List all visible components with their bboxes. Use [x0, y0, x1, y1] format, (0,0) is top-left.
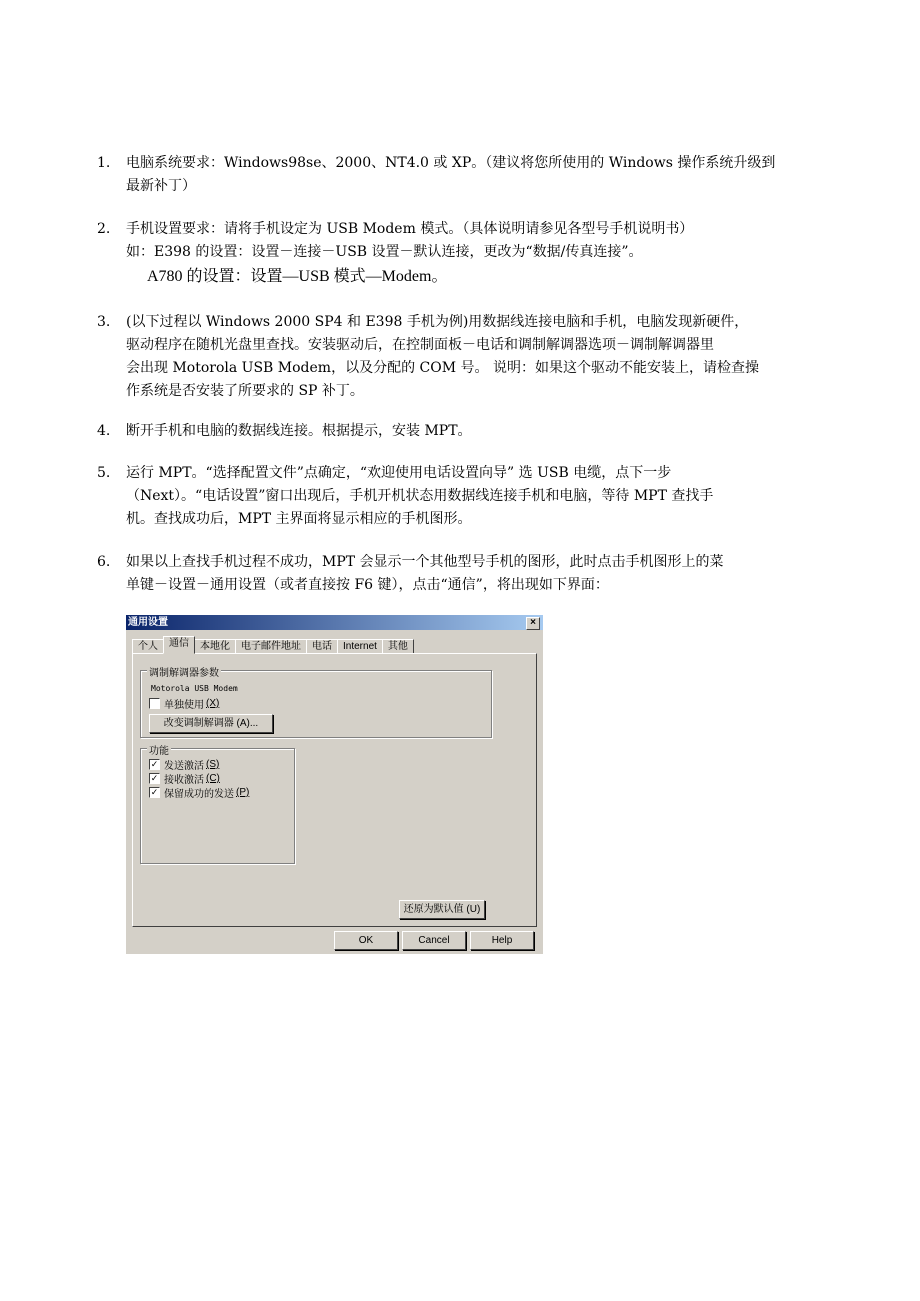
tab-personal[interactable]: 个人	[132, 639, 164, 654]
step-number: 6.	[97, 554, 111, 570]
function-legend: 功能	[147, 742, 171, 757]
tab-localization[interactable]: 本地化	[194, 639, 236, 654]
step-text-line: 单键－设置－通用设置（或者直接按 F6 键），点击“通信”，将出现如下界面：	[126, 577, 609, 593]
step-number: 3.	[97, 314, 111, 330]
exclusive-use-label: 单独使用	[164, 700, 204, 711]
step-number: 5.	[97, 465, 111, 481]
send-activate-label: 发送激活	[164, 761, 204, 772]
help-button[interactable]: Help	[470, 931, 534, 950]
send-activate-checkbox[interactable]: ✓	[150, 759, 159, 769]
exclusive-use-checkbox-row[interactable]	[149, 697, 219, 710]
step-example-e398: 如：E398 的设置：设置－连接－USB 设置－默认连接，更改为“数据/传真连接”。	[126, 244, 643, 260]
tab-communication[interactable]: 通信	[163, 636, 195, 654]
step-6	[97, 551, 857, 597]
dialog-title: 通用设置	[128, 617, 168, 628]
exclusive-use-checkbox[interactable]	[149, 698, 160, 709]
cancel-button[interactable]: Cancel	[402, 931, 466, 950]
restore-defaults-button[interactable]: 还原为默认值 (U)	[399, 900, 485, 919]
step-5	[97, 462, 857, 531]
tab-email-address[interactable]: 电子邮件地址	[235, 639, 307, 654]
ok-button[interactable]: OK	[334, 931, 398, 950]
step-text-line: 最新补丁）	[126, 178, 196, 194]
send-activate-key: (S)	[206, 759, 220, 770]
step-1	[97, 152, 857, 198]
tab-other[interactable]: 其他	[382, 639, 414, 654]
step-text-line: 电脑系统要求：Windows98se、2000、NT4.0 或 XP。（建议将您所使用的 Windows 操作系统升级到	[126, 155, 776, 171]
step-text-line: 如果以上查找手机过程不成功，MPT 会显示一个其他型号手机的图形，此时点击手机图形上的菜	[126, 554, 724, 570]
receive-activate-checkbox[interactable]: ✓	[150, 773, 159, 783]
close-icon[interactable]: ×	[526, 617, 540, 630]
keep-sent-checkbox-row[interactable]	[149, 786, 249, 799]
tab-internet[interactable]: Internet	[337, 639, 383, 654]
dialog-titlebar	[126, 615, 543, 630]
step-text-line: 运行 MPT。“选择配置文件”点确定，“欢迎使用电话设置向导” 选 USB 电缆，点下一步	[126, 465, 672, 481]
tab-panel	[132, 653, 537, 927]
settings-dialog-screenshot	[126, 615, 543, 954]
step-3	[97, 311, 857, 403]
step-number: 4.	[97, 423, 111, 439]
keep-sent-key: (P)	[236, 787, 250, 798]
step-number: 1.	[97, 155, 111, 171]
modem-params-group	[140, 670, 492, 738]
step-text-line: （Next）。“电话设置”窗口出现后，手机开机状态用数据线连接手机和电脑，等待 MPT 查找手	[126, 488, 714, 504]
step-text-line: 手机设置要求：请将手机设定为 USB Modem 模式。（具体说明请参见各型号手机说明书）	[126, 221, 694, 237]
step-text-line: 机。查找成功后，MPT 主界面将显示相应的手机图形。	[126, 511, 472, 527]
step-text-line: 会出现 Motorola USB Modem，以及分配的 COM 号。 说明：如果这个驱动不能安装上，请检查操	[126, 360, 759, 376]
keep-sent-checkbox[interactable]: ✓	[150, 787, 159, 797]
step-text-line: (以下过程以 Windows 2000 SP4 和 E398 手机为例)用数据线连接电脑和手机，电脑发现新硬件，	[126, 314, 749, 330]
receive-activate-checkbox-row[interactable]	[149, 772, 220, 785]
step-example-a780: A780 的设置：设置—USB 模式—Modem。	[147, 268, 448, 285]
step-text-line: 作系统是否安装了所要求的 SP 补丁。	[126, 383, 364, 399]
receive-activate-key: (C)	[206, 773, 220, 784]
modem-name: Motorola USB Modem	[151, 684, 238, 693]
step-2	[97, 218, 857, 290]
step-text-line: 断开手机和电脑的数据线连接。根据提示，安装 MPT。	[126, 423, 472, 439]
step-number: 2.	[97, 221, 111, 237]
receive-activate-label: 接收激活	[164, 775, 204, 786]
keep-sent-label: 保留成功的发送	[164, 789, 234, 800]
tab-phone[interactable]: 电话	[306, 639, 338, 654]
exclusive-use-key: (X)	[206, 698, 220, 709]
function-group	[140, 748, 295, 864]
tab-strip	[132, 639, 413, 654]
step-4	[97, 420, 857, 443]
step-text-line: 驱动程序在随机光盘里查找。安装驱动后，在控制面板－电话和调制解调器选项－调制解调器里	[126, 337, 714, 353]
send-activate-checkbox-row[interactable]	[149, 758, 219, 771]
modem-params-legend: 调制解调器参数	[147, 664, 221, 679]
change-modem-button[interactable]: 改变调制解调器 (A)...	[149, 714, 273, 733]
